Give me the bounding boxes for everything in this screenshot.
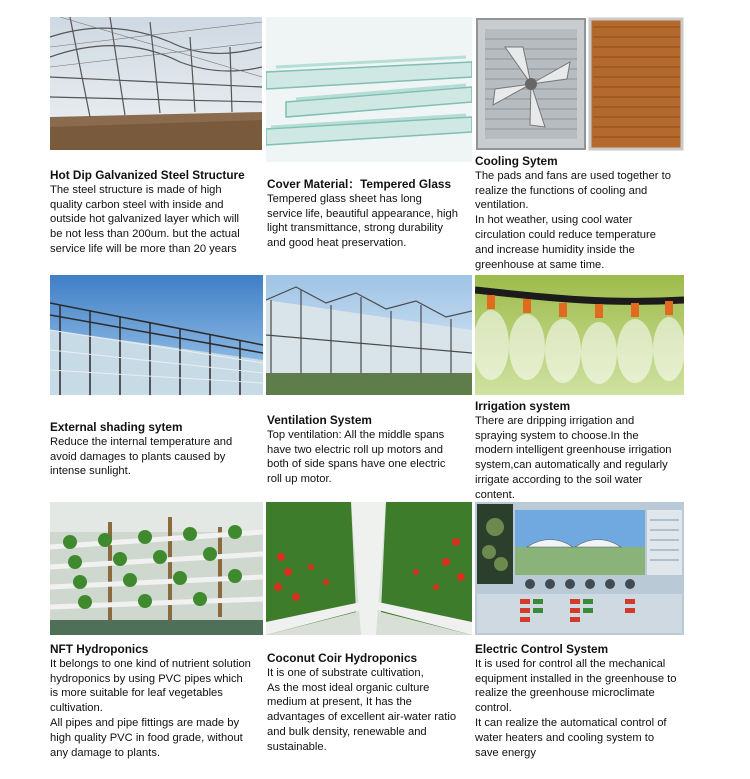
greenhouse-steel-frame-photo	[50, 17, 262, 150]
section-text	[267, 651, 477, 755]
section-text	[267, 413, 475, 487]
section-title: External shading sytem	[50, 420, 183, 434]
nft-hydroponics-photo	[50, 502, 263, 635]
section-description: It belongs to one kind of nutrient solution hydroponics by using PVC pipes which is more suitable for leaf vegetables cultivation. All pipes and pipe fittings are made by high quality PVC in food grade, without any damage to plants.	[50, 657, 251, 759]
control-panel-screenshot	[475, 502, 684, 635]
section-description: The steel structure is made of high quality carbon steel with inside and outside hot galvanized layer which will be not less than 200um. but the actual service life will be more than 20 years	[50, 183, 240, 255]
section-description: There are dripping irrigation and spraying system to choose.In the modern intelligent greenhouse irrigation system,can automatically and regularly irrigate according to the soil water content.	[475, 414, 672, 501]
section-title: Cover Material：Tempered Glass	[267, 177, 452, 191]
section-text	[50, 420, 265, 479]
spray-irrigation-photo	[475, 275, 684, 395]
section-description: Tempered glass sheet has long service life, beautiful appearance, high light transmittance, strong durability and good heat preservation.	[267, 192, 458, 250]
section-description: The pads and fans are used together to realize the functions of cooling and ventilation. In hot weather, using cool water circulation could reduce temperature and increase humidity inside the greenhouse at same time.	[475, 169, 671, 271]
section-text	[475, 154, 690, 272]
section-description: It is used for control all the mechanical equipment installed in the greenhouse to realize the greenhouse microclimate control. It can realize the automatical control of water heaters and cooling system to save energy	[475, 657, 677, 759]
section-description: Reduce the internal temperature and avoid damages to plants caused by intense sunlight.	[50, 435, 233, 478]
section-text	[475, 642, 695, 760]
section-text	[475, 399, 695, 503]
section-text	[50, 168, 265, 257]
tempered-glass-sheets-photo	[266, 17, 472, 162]
section-text	[267, 177, 475, 251]
section-title: Irrigation system	[475, 399, 571, 413]
section-text	[50, 642, 270, 760]
section-title: Electric Control System	[475, 642, 609, 656]
ventilation-roof-photo	[266, 275, 472, 395]
section-title: Cooling Sytem	[475, 154, 558, 168]
section-title: Coconut Coir Hydroponics	[267, 651, 418, 665]
section-title: NFT Hydroponics	[50, 642, 149, 656]
section-description: Top ventilation: All the middle spans have two electric roll up motors and both of side spans have one electric roll up motor.	[267, 428, 446, 486]
section-title: Ventilation System	[267, 413, 372, 427]
tomato-coir-hydroponics-photo	[266, 502, 472, 635]
section-description: It is one of substrate cultivation, As the most ideal organic culture medium at present, It has the advantages of excellent air-water ratio and bulk density, renewable and sustainable.	[267, 666, 457, 753]
external-shading-photo	[50, 275, 263, 395]
section-title: Hot Dip Galvanized Steel Structure	[50, 168, 245, 182]
fan-and-cooling-pad-photo	[475, 17, 684, 152]
